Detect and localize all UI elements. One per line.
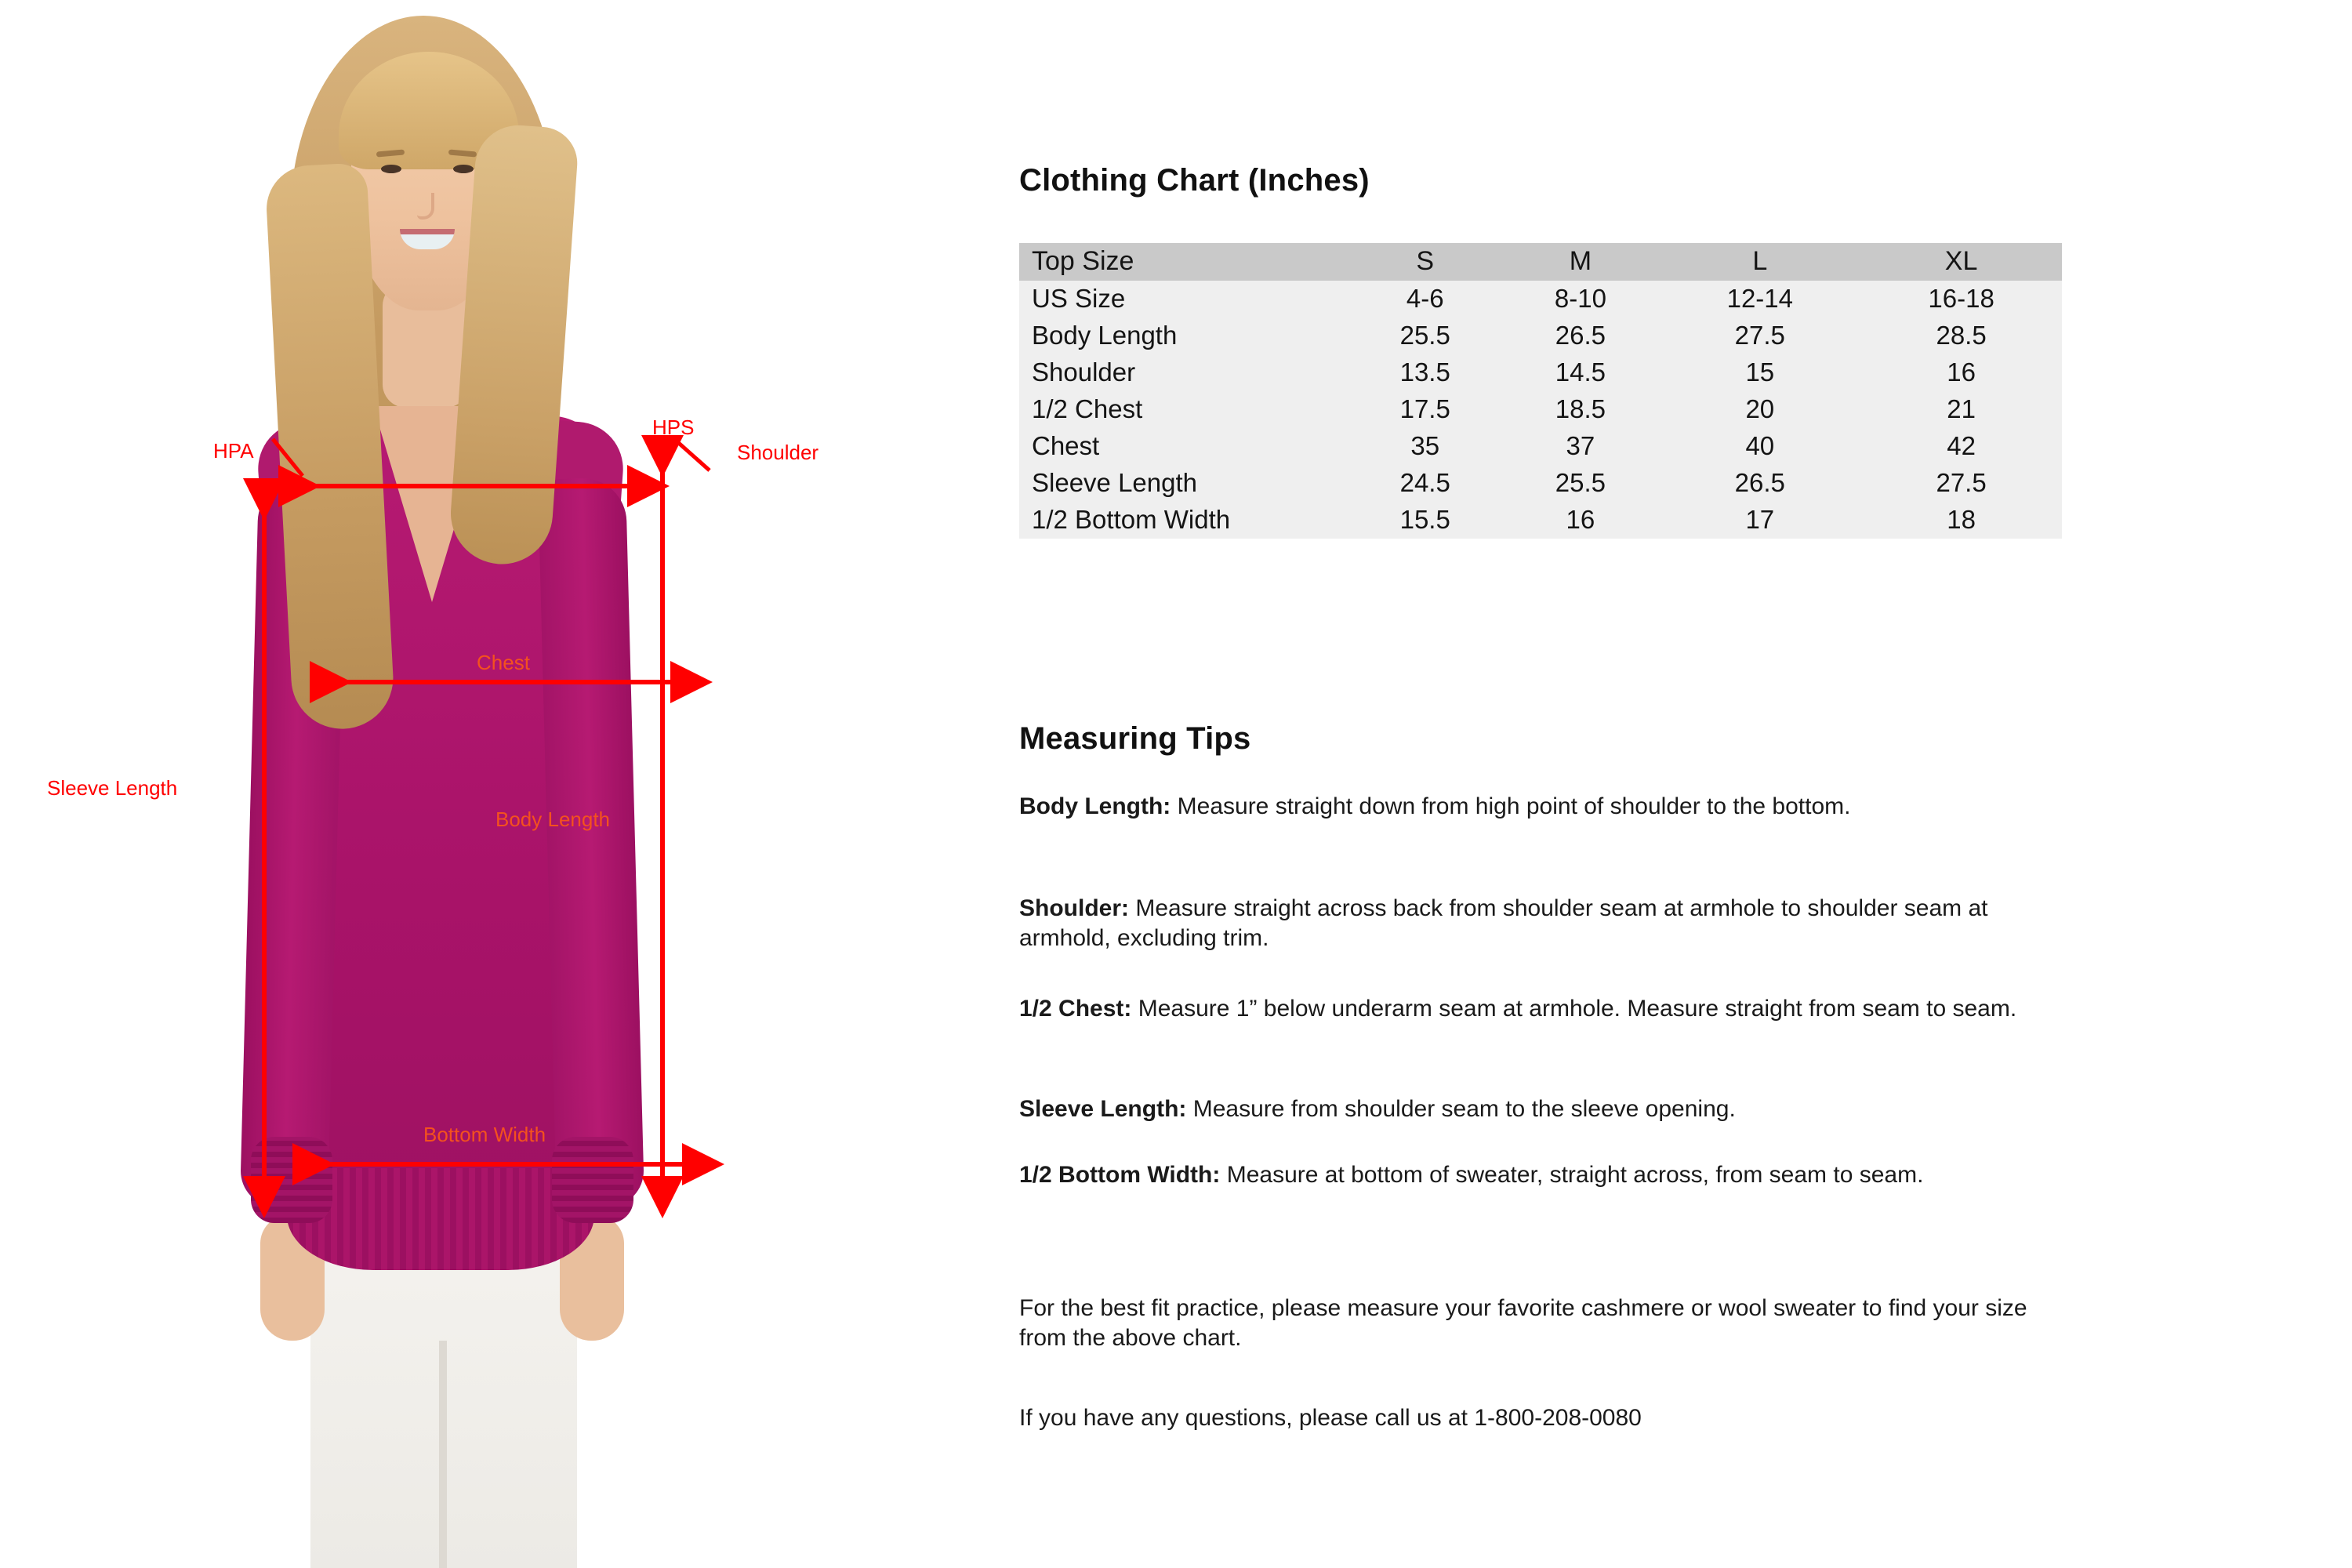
cell-s: 17.5	[1399, 394, 1450, 423]
row-label: Body Length	[1032, 321, 1178, 350]
cell-m: 25.5	[1555, 468, 1606, 497]
cell-m: 26.5	[1555, 321, 1606, 350]
row-label: Shoulder	[1032, 358, 1136, 387]
cell-l: 40	[1745, 431, 1775, 460]
hps-tick	[674, 439, 710, 470]
label-bottom-width: Bottom Width	[423, 1123, 546, 1146]
col-header-s: S	[1348, 243, 1501, 281]
tip-half-bottom-width	[1019, 1160, 2054, 1190]
cell-xl: 16	[1947, 358, 1976, 387]
col-header-l: L	[1659, 243, 1860, 281]
cell-l: 20	[1745, 394, 1775, 423]
table-row	[1019, 502, 2062, 539]
label-hps: HPS	[652, 416, 695, 439]
label-chest: Chest	[477, 651, 530, 674]
model-diagram	[0, 0, 972, 1568]
measuring-tips-title: Measuring Tips	[1019, 721, 1251, 756]
col-header-top-size: Top Size	[1019, 243, 1348, 281]
row-label: US Size	[1032, 284, 1126, 313]
tip-term: Shoulder:	[1019, 895, 1129, 921]
cell-l: 26.5	[1734, 468, 1785, 497]
table-row	[1019, 354, 2062, 391]
chart-title: Clothing Chart (Inches)	[1019, 163, 1370, 198]
row-label: Sleeve Length	[1032, 468, 1198, 497]
label-shoulder: Shoulder	[737, 441, 819, 464]
cell-l: 17	[1745, 505, 1775, 534]
cell-s: 25.5	[1399, 321, 1450, 350]
size-chart-table	[1019, 243, 2062, 539]
label-hpa: HPA	[213, 439, 254, 463]
note-best-fit: For the best fit practice, please measure your favorite cashmere or wool sweater to find your size from the above chart.	[1019, 1295, 2027, 1352]
label-body-length: Body Length	[495, 808, 611, 831]
row-label: Chest	[1032, 431, 1100, 460]
cell-xl: 16-18	[1928, 284, 1994, 313]
cell-m: 8-10	[1554, 284, 1606, 313]
tip-shoulder	[1019, 894, 2054, 954]
tip-text: Measure straight down from high point of shoulder to the bottom.	[1171, 793, 1851, 819]
tip-body-length	[1019, 792, 2054, 822]
cell-xl: 21	[1947, 394, 1976, 423]
cell-m: 14.5	[1555, 358, 1606, 387]
tip-term: Sleeve Length:	[1019, 1096, 1187, 1122]
tip-term: 1/2 Bottom Width:	[1019, 1162, 1221, 1188]
table-row	[1019, 465, 2062, 502]
cell-xl: 28.5	[1936, 321, 1987, 350]
cell-xl: 27.5	[1936, 468, 1987, 497]
tip-text: Measure at bottom of sweater, straight across, from seam to seam.	[1220, 1162, 1924, 1188]
cell-s: 15.5	[1399, 505, 1450, 534]
table-row	[1019, 318, 2062, 354]
cell-l: 27.5	[1734, 321, 1785, 350]
tip-text: Measure 1” below underarm seam at armhole. Measure straight from seam to seam.	[1131, 996, 2017, 1022]
table-row	[1019, 391, 2062, 428]
cell-s: 24.5	[1399, 468, 1450, 497]
cell-s: 35	[1410, 431, 1440, 460]
cell-s: 4-6	[1406, 284, 1444, 313]
tip-text: Measure from shoulder seam to the sleeve opening.	[1186, 1096, 1736, 1122]
info-panel	[1011, 0, 2344, 1568]
cell-l: 15	[1745, 358, 1775, 387]
cell-xl: 42	[1947, 431, 1976, 460]
note-contact: If you have any questions, please call us at 1-800-208-0080	[1019, 1405, 1642, 1431]
cell-l: 12-14	[1726, 284, 1793, 313]
table-row	[1019, 281, 2062, 318]
col-header-m: M	[1501, 243, 1659, 281]
table-header-row	[1019, 243, 2062, 281]
tip-term: 1/2 Chest:	[1019, 996, 1132, 1022]
tip-half-chest	[1019, 994, 2054, 1024]
tip-term: Body Length:	[1019, 793, 1171, 819]
cell-s: 13.5	[1399, 358, 1450, 387]
col-header-xl: XL	[1860, 243, 2062, 281]
label-sleeve-length: Sleeve Length	[47, 776, 178, 800]
cell-m: 16	[1566, 505, 1595, 534]
hpa-tick	[273, 439, 303, 476]
row-label: 1/2 Chest	[1032, 394, 1143, 423]
cell-m: 18.5	[1555, 394, 1606, 423]
cell-m: 37	[1566, 431, 1595, 460]
cell-xl: 18	[1947, 505, 1976, 534]
tip-sleeve-length	[1019, 1094, 2054, 1124]
tip-text: Measure straight across back from shoulder seam at armhole to shoulder seam at armhold, excluding trim.	[1019, 895, 1988, 952]
table-row	[1019, 428, 2062, 465]
row-label: 1/2 Bottom Width	[1032, 505, 1231, 534]
